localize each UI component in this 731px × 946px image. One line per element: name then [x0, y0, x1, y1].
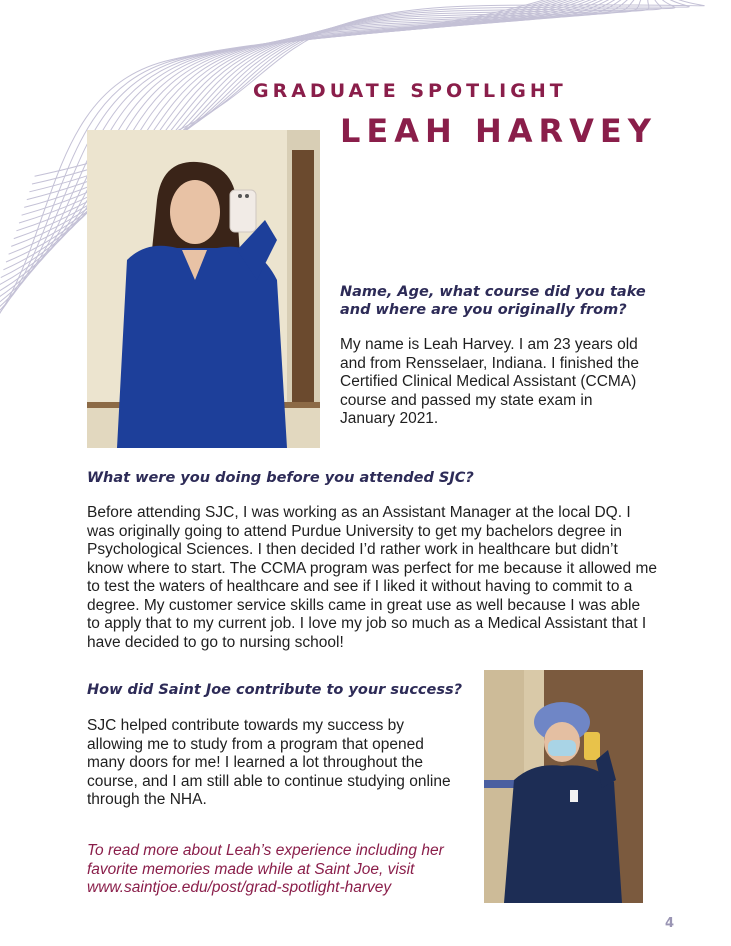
page-number: 4 [665, 916, 675, 931]
answer-saint-joe-contribution: SJC helped contribute towards my success by allowing me to study from a program that opened many doors for me! I learned a lot throughout the course, and I am still able to continue studying online through the NHA. [87, 717, 451, 808]
graduate-name: LEAH HARVEY [340, 112, 657, 150]
question-saint-joe-contribution: How did Saint Joe contribute to your success? [87, 682, 463, 698]
graduate-spotlight-heading: GRADUATE SPOTLIGHT [253, 80, 567, 102]
answer-before-sjc: Before attending SJC, I was working as an Assistant Manager at the local DQ. I was originally going to attend Purdue University to get my bachelors degree in Psychological Sciences. I then decided I’d rather work in healthcare but didn’t know where to start. The CCMA program was perfect for me because it allowed me to test the waters of healthcare and see if I liked it without having to commit to a degree. My customer service skills came in great use as well because I was able to apply that to my current job. I love my job so much as a Medical Assistant that I have decided to go to nursing school! [87, 504, 658, 651]
graduate-selfie-photo [87, 130, 320, 448]
question-name-age-course: Name, Age, what course did you take and where are you originally from? [340, 284, 646, 318]
question-before-sjc: What were you doing before you attended SJC? [87, 470, 474, 486]
read-more-link[interactable]: To read more about Leah’s experience including her favorite memories made while at Saint Joe, visit www.saintjoe.edu/post/grad-spotlight-harvey [87, 842, 444, 896]
graduate-workplace-photo [484, 670, 643, 903]
answer-name-age-course: My name is Leah Harvey. I am 23 years old and from Rensselaer, Indiana. I finished the Certified Clinical Medical Assistant (CCMA) course and passed my state exam in January 2021. [340, 336, 639, 427]
